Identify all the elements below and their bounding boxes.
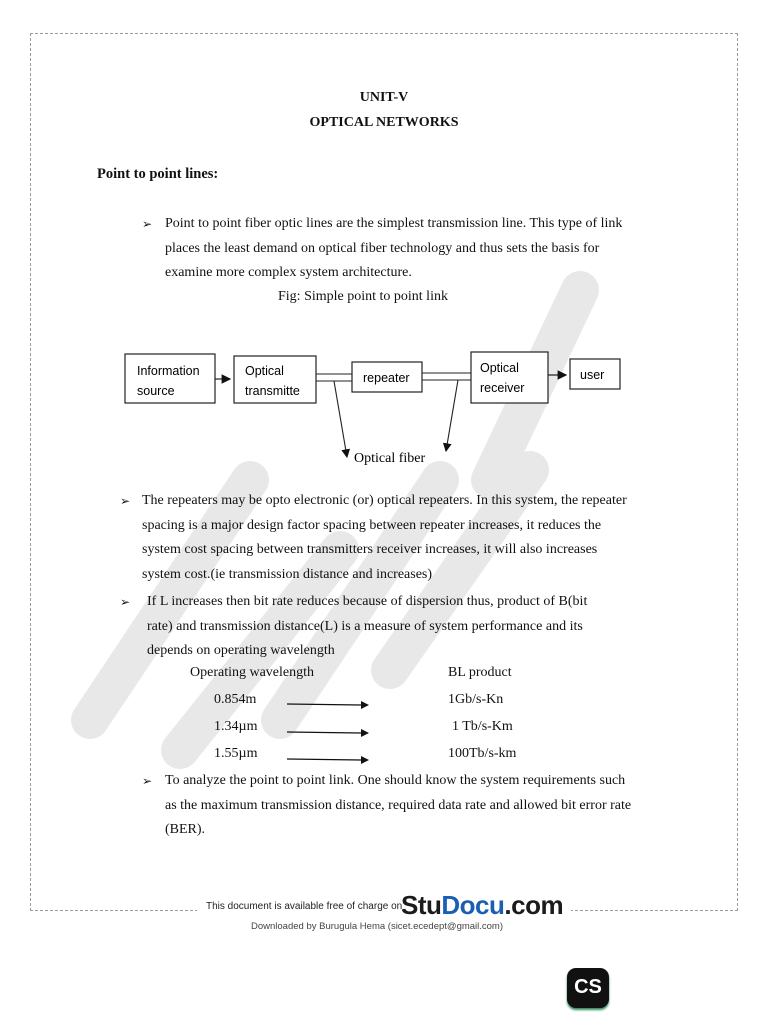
optical-transmitter-label: transmitte [245, 384, 300, 398]
brand-stu: Stu [401, 890, 442, 920]
para2-line: system cost spacing between transmitters receiver increases, it will also increases [142, 542, 598, 557]
optical-fiber-label: Optical fiber [354, 451, 426, 466]
user-label: user [580, 368, 605, 382]
table-header-bl: BL product [448, 665, 512, 680]
camscanner-badge-icon[interactable]: CS [567, 968, 609, 1008]
para1-line: examine more complex system architecture. [165, 265, 412, 280]
footer-available-text: This document is available free of charge on [206, 901, 403, 912]
para3-line: rate) and transmission distance(L) is a measure of system performance and its [147, 618, 583, 634]
bullet-icon: ➢ [142, 774, 153, 788]
optical-receiver-block [471, 352, 548, 403]
point-to-point-link-diagram [118, 345, 638, 475]
para1-line: Point to point fiber optic lines are the simplest transmission line. This type of link [165, 216, 623, 231]
table-row-bl: 1Gb/s-Kn [448, 692, 504, 707]
para1-line: places the least demand on optical fiber technology and thus sets the basis for [165, 240, 600, 256]
information-source-label: Information [137, 364, 200, 378]
arrow-icon [285, 752, 370, 766]
brand-docu: Docu [441, 890, 505, 920]
para4-line: (BER). [165, 822, 206, 837]
arrow-icon [285, 697, 370, 711]
section-heading: Point to point lines: [97, 166, 219, 182]
para3-line: If L increases then bit rate reduces because of dispersion thus, product of B(bit [147, 594, 588, 609]
table-row-wavelength: 1.34µm [214, 719, 258, 734]
para2-line: The repeaters may be opto electronic (or) optical repeaters. In this system, the repeater [142, 493, 627, 508]
brand-dotcom: .com [504, 890, 564, 920]
optical-receiver-label: receiver [480, 381, 525, 395]
table-row-bl: 100Tb/s-km [448, 746, 517, 761]
figure-caption: Fig: Simple point to point link [278, 289, 448, 304]
footer-downloaded-text: Downloaded by Burugula Hema (sicet.ecedept@gmail.com) [251, 921, 504, 932]
table-row-bl: 1 Tb/s-Km [452, 719, 513, 734]
repeater-label: repeater [363, 371, 410, 385]
unit-title: UNIT-V [359, 90, 409, 105]
studocu-logo-link[interactable] [401, 890, 563, 921]
bullet-paragraph-3 [120, 590, 660, 664]
para2-line: spacing is a major design factor spacing between repeater increases, it reduces the [142, 517, 602, 533]
page-title: OPTICAL NETWORKS [309, 115, 459, 130]
bullet-paragraph-2 [120, 489, 675, 587]
bullet-icon: ➢ [120, 595, 131, 609]
bullet-paragraph-4 [142, 769, 680, 843]
bullet-paragraph-1 [142, 212, 662, 286]
optical-receiver-label: Optical [480, 361, 519, 375]
table-row-wavelength: 1.55µm [214, 746, 258, 761]
table-header-wavelength: Operating wavelength [190, 665, 315, 680]
bullet-icon: ➢ [142, 217, 153, 231]
para3-line: depends on operating wavelength [147, 643, 335, 658]
para2-line: system cost.(ie transmission distance and increases) [142, 566, 433, 582]
bullet-icon: ➢ [120, 494, 131, 508]
para4-line: as the maximum transmission distance, required data rate and allowed bit error rate [165, 797, 632, 813]
para4-line: To analyze the point to point link. One should know the system requirements such [165, 773, 626, 788]
optical-transmitter-label: Optical [245, 364, 284, 378]
arrow-icon [285, 725, 370, 739]
table-row-wavelength: 0.854m [214, 692, 257, 707]
information-source-label: source [137, 384, 175, 398]
